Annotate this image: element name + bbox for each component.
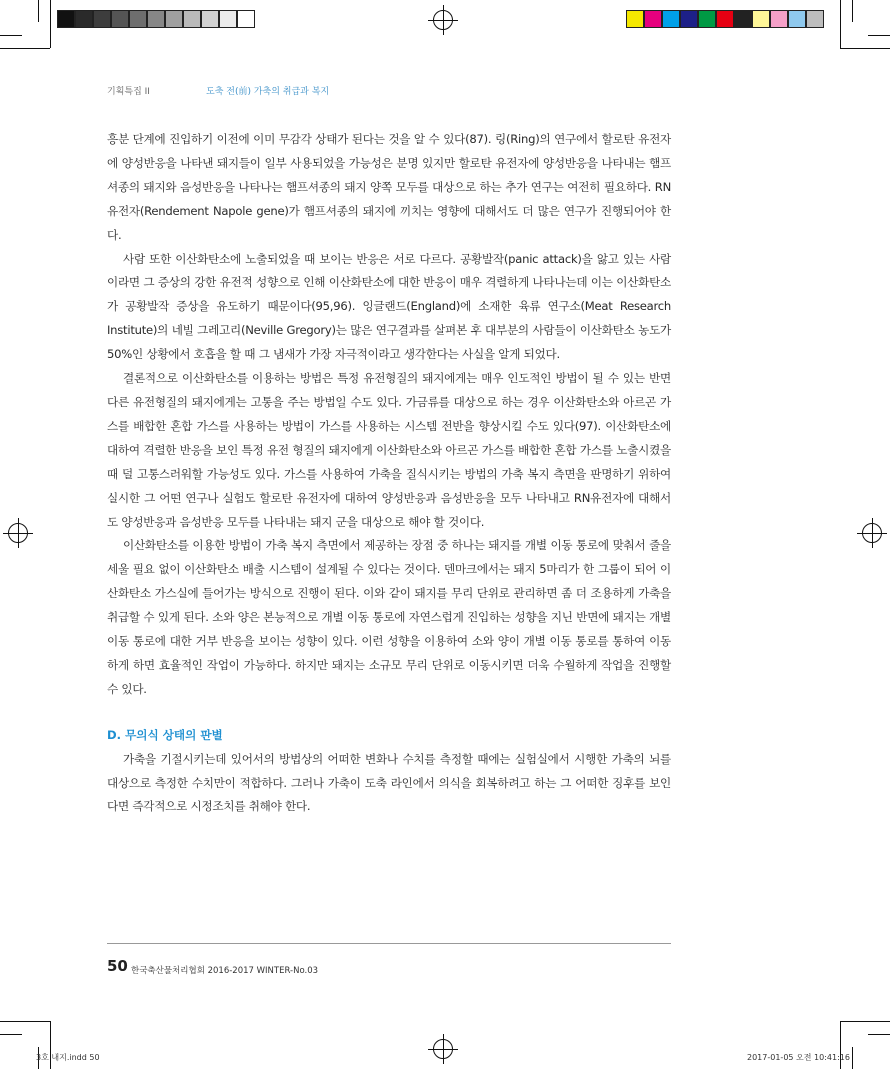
- crop-mark: [38, 0, 39, 22]
- registration-mark-top: [428, 5, 458, 35]
- crop-mark: [0, 35, 22, 36]
- color-swatch: [147, 10, 165, 28]
- paragraph: 가축을 기절시키는데 있어서의 방법상의 어떠한 변화나 수치를 측정할 때에는 실험실에서 시행한 가축의 뇌를 대상으로 측정한 수치만이 적합하다. 그러나 가축이 도축 라인에서 의식을 회복하려고 하는 그 어떠한 징후를 보인다면 즉각적으로 시정조치를 취해야 한다.: [107, 751, 671, 814]
- registration-mark-left: [3, 518, 33, 548]
- page-number: 50: [107, 957, 128, 975]
- timestamp-slug: 2017-01-05 오전 10:41:16: [747, 1053, 850, 1062]
- color-swatch: [111, 10, 129, 28]
- registration-mark-right: [857, 518, 887, 548]
- paragraph: 결론적으로 이산화탄소를 이용하는 방법은 특정 유전형질의 돼지에게는 매우 인도적인 방법이 될 수 있는 반면 다른 유전형질의 돼지에게는 고통을 주는 방법일 수도 있다. 가금류를 대상으로 하는 경우 이산화탄소와 아르곤 가스를 배합한 혼합 가스를 사용하는 방법이 가스를 사용하는 시스템 전반을 향상시킬 수도 있다(97). 이산화탄소에 대하여 격렬한 반응을 보인 특정 유전 형질의 돼지에게 이산화탄소와 아르곤 가스를 배합한 혼합 가스를 노출시켰을 때 덜 고통스러워할 가능성도 있다. 가스를 사용하여 가축을 질식시키는 방법의 가축 복지 측면을 판명하기 위하여 실시한 그 어떤 연구나 실험도 할로탄 유전자에 대하여 양성반응과 음성반응을 모두 나타내고 RN유전자에 대해서도 양성반응과 음성반응 모두를 나타내는 돼지 군을 대상으로 해야 할 것이다.: [107, 371, 671, 529]
- color-swatch: [237, 10, 255, 28]
- footer-rule: [107, 943, 671, 944]
- crop-mark: [0, 1021, 50, 1022]
- crop-mark: [840, 0, 841, 48]
- paragraph: 흥분 단계에 진입하기 이전에 이미 무감각 상태가 된다는 것을 알 수 있다(87). 링(Ring)의 연구에서 할로탄 유전자에 양성반응을 나타낸 돼지들이 일부 사용되었을 가능성은 분명 있지만 할로탄 유전자에 양성반응을 나타내는 햄프셔종의 돼지와 음성반응을 나타나는 햄프셔종의 돼지 양쪽 모두를 대상으로 하는 추가 연구는 여전히 필요하다. RN유전자(Rendement Napole gene)가 햄프셔종의 돼지에 끼치는 영향에 대해서도 더 많은 연구가 진행되어야 한다.: [107, 132, 671, 242]
- color-swatch: [57, 10, 75, 28]
- color-swatch: [201, 10, 219, 28]
- registration-mark-bottom: [428, 1034, 458, 1064]
- color-swatch: [644, 10, 662, 28]
- crop-mark: [50, 0, 51, 48]
- crop-mark: [840, 1021, 890, 1022]
- crop-mark: [868, 35, 890, 36]
- color-swatch: [752, 10, 770, 28]
- paragraph: 이산화탄소를 이용한 방법이 가축 복지 측면에서 제공하는 장점 중 하나는 돼지를 개별 이동 통로에 맞춰서 줄을 세울 필요 없이 이산화탄소 배출 시스템이 설계될 수 있다는 것이다. 덴마크에서는 돼지 5마리가 한 그룹이 되어 이산화탄소 가스실에 들어가는 방식으로 진행이 된다. 이와 같이 돼지를 무리 단위로 관리하면 좀 더 조용하게 가축을 취급할 수 있게 된다. 소와 양은 본능적으로 개별 이동 통로에 자연스럽게 진입하는 성향을 지닌 반면에 돼지는 개별 이동 통로에 대한 거부 반응을 보이는 성향이 있다. 이런 성향을 이용하여 소와 양이 개별 이동 통로를 통하여 이동하게 하면 효율적인 작업이 가능하다. 하지만 돼지는 소규모 무리 단위로 이동시키면 더욱 수월하게 작업을 진행할 수 있다.: [107, 538, 671, 696]
- color-swatch: [680, 10, 698, 28]
- color-swatch: [770, 10, 788, 28]
- article-body: [107, 128, 671, 819]
- color-swatch: [698, 10, 716, 28]
- color-swatch: [662, 10, 680, 28]
- crop-mark: [840, 48, 890, 49]
- file-slug: 3호 내지.indd 50: [36, 1053, 100, 1062]
- grayscale-color-bar: [57, 10, 255, 28]
- color-swatch: [183, 10, 201, 28]
- header-section: 기획특집 II: [107, 87, 150, 97]
- color-swatch: [165, 10, 183, 28]
- crop-mark: [852, 1047, 853, 1069]
- color-swatch: [626, 10, 644, 28]
- color-swatch: [93, 10, 111, 28]
- crop-mark: [868, 1034, 890, 1035]
- crop-mark: [0, 48, 50, 49]
- color-swatch: [219, 10, 237, 28]
- section-heading: D. 무의식 상태의 판별: [107, 727, 223, 742]
- process-color-bar: [626, 10, 824, 28]
- color-swatch: [734, 10, 752, 28]
- crop-mark: [852, 0, 853, 22]
- color-swatch: [129, 10, 147, 28]
- crop-mark: [0, 1034, 22, 1035]
- color-swatch: [716, 10, 734, 28]
- paragraph: 사람 또한 이산화탄소에 노출되었을 때 보이는 반응은 서로 다르다. 공황발작(panic attack)을 앓고 있는 사람이라면 그 증상의 강한 유전적 성향으로 인해 이산화탄소에 대한 반응이 매우 격렬하게 나타나는데 이는 이산화탄소가 공황발작 증상을 유도하기 때문이다(95,96). 잉글랜드(England)에 소재한 육류 연구소(Meat Research Institute)의 네빌 그레고리(Neville Gregory)는 많은 연구결과를 살펴본 후 대부분의 사람들이 이산화탄소 농도가 50%인 상황에서 호흡을 할 때 그 냄새가 가장 자극적이라고 생각한다는 사실을 알게 되었다.: [107, 251, 671, 362]
- color-swatch: [788, 10, 806, 28]
- header-title: 도축 전(前) 가축의 취급과 복지: [206, 87, 330, 97]
- color-swatch: [75, 10, 93, 28]
- color-swatch: [806, 10, 824, 28]
- publication-info: 한국축산물처리협회 2016-2017 WINTER-No.03: [131, 966, 319, 976]
